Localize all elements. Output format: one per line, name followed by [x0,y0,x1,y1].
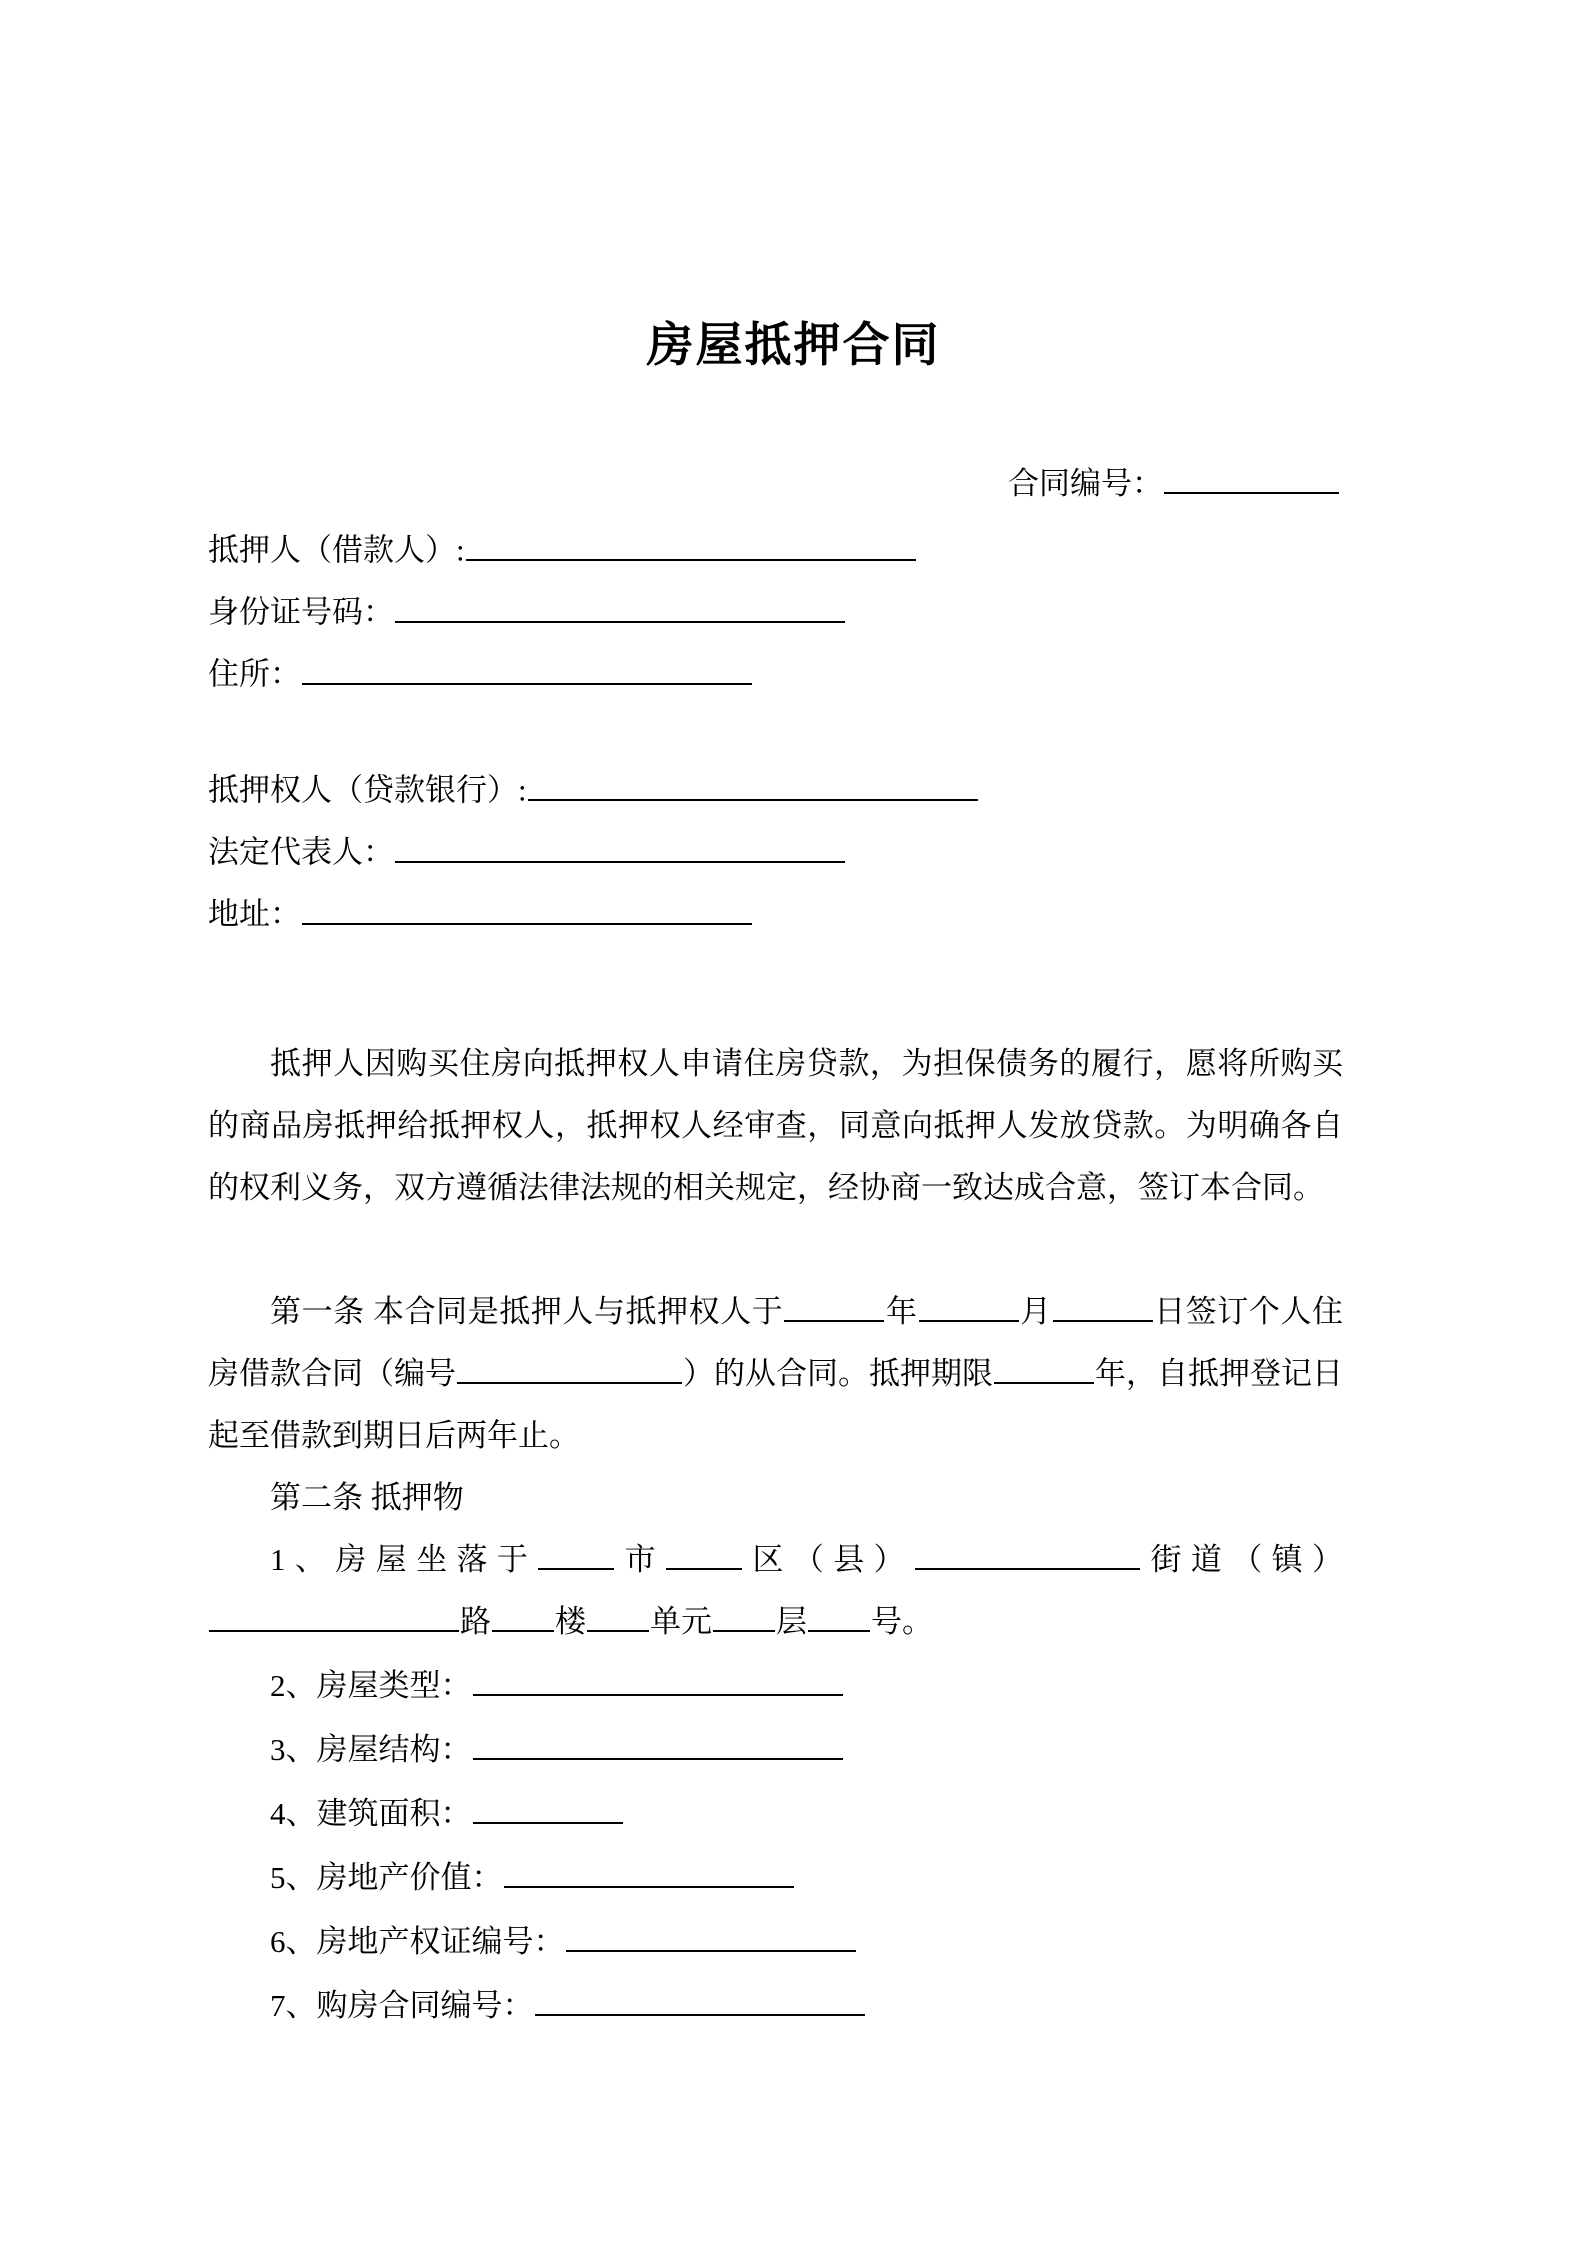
mortgagor-address-blank[interactable] [302,654,752,685]
mortgagee-legal-rep-label: 法定代表人： [208,834,394,870]
mortgagee-legal-rep-line [208,832,979,894]
house-structure-blank[interactable] [473,1729,843,1760]
collateral-item-list [270,1654,866,2038]
article-1-text-5: ）的从合同。抵押期限 [683,1356,993,1391]
page-title: 房屋抵押合同 [646,318,941,373]
item-2-number: 2、 [270,1668,317,1703]
item-7-label: 购房合同编号： [316,1988,534,2023]
property-city-blank[interactable] [538,1539,614,1570]
mortgagee-name-blank[interactable] [528,770,978,801]
item-3-label: 房屋结构： [316,1732,472,1767]
item-6-label: 房地产权证编号： [316,1924,565,1959]
item-7-number: 7、 [270,1988,317,2023]
mortgagee-legal-rep-blank[interactable] [395,832,845,863]
article-2-heading: 第二条 [270,1480,363,1515]
property-location-text-7: 单元 [650,1604,712,1639]
property-road-blank[interactable] [209,1601,459,1632]
property-certificate-no-blank[interactable] [566,1921,856,1952]
article-1-text-3: 月 [1019,1294,1052,1329]
property-location-text-4: 街道（镇） [1141,1542,1344,1577]
mortgagor-id-label: 身份证号码： [208,594,394,630]
mortgagee-party-block [208,770,979,956]
mortgagee-address-blank[interactable] [302,894,752,925]
list-item [270,1846,866,1910]
article-2-heading-line [208,1467,1343,1529]
mortgagee-address-label: 地址： [208,896,301,932]
mortgagor-id-blank[interactable] [395,592,845,623]
item-6-number: 6、 [270,1924,317,1959]
mortgagor-name-line [208,530,917,592]
article-1-day-blank[interactable] [1053,1291,1153,1322]
property-district-blank[interactable] [666,1539,742,1570]
property-value-blank[interactable] [504,1857,794,1888]
mortgagor-name-label: 抵押人（借款人）: [208,532,465,568]
property-location-text-9: 号。 [871,1604,933,1639]
contract-number-label: 合同编号： [1008,466,1163,501]
item-4-label: 建筑面积： [316,1796,472,1831]
property-location-text-5: 路 [460,1604,491,1639]
article-1-term-blank[interactable] [994,1353,1094,1384]
mortgagor-address-label: 住所： [208,656,301,692]
property-room-blank[interactable] [808,1601,870,1632]
property-unit-blank[interactable] [587,1601,649,1632]
mortgagee-name-line [208,770,979,832]
item-2-label: 房屋类型： [316,1668,472,1703]
property-location-text-8: 层 [776,1604,807,1639]
purchase-contract-no-blank[interactable] [535,1985,865,2016]
list-item [270,1654,866,1718]
mortgagor-address-line [208,654,917,716]
property-street-blank[interactable] [915,1539,1140,1570]
mortgagee-address-line [208,894,979,956]
article-1-month-blank[interactable] [919,1291,1019,1322]
property-location-text-1: 1、房屋坐落于 [270,1542,538,1577]
contract-number-line [0,462,1340,505]
mortgagor-party-block [208,530,917,716]
article-2-title: 抵押物 [370,1480,464,1515]
property-location-text-6: 楼 [555,1604,586,1639]
list-item [270,1974,866,2038]
list-item [270,1718,866,1782]
property-location-text-3: 区（县） [743,1542,915,1577]
article-1-loan-contract-no-blank[interactable] [457,1353,682,1384]
item-5-label: 房地产价值： [316,1860,503,1895]
item-3-number: 3、 [270,1732,317,1767]
property-location-text-2: 市 [615,1542,666,1577]
item-4-number: 4、 [270,1796,317,1831]
floor-area-blank[interactable] [473,1793,623,1824]
item-5-number: 5、 [270,1860,317,1895]
article-1-paragraph [208,1281,1343,1467]
list-item [270,1910,866,1974]
article-1-text-2: 年 [885,1294,918,1329]
article-1-text-1: 本合同是抵押人与抵押权人于 [373,1294,784,1329]
house-type-blank[interactable] [473,1665,843,1696]
mortgagor-id-line [208,592,917,654]
mortgagee-name-label: 抵押权人（贷款银行）: [208,772,527,808]
property-floor-blank[interactable] [713,1601,775,1632]
article-1-heading: 第一条 [270,1294,365,1329]
preamble-paragraph: 抵押人因购买住房向抵押权人申请住房贷款，为担保债务的履行，愿将所购买的商品房抵押给抵押权人，抵押权人经审查，同意向抵押人发放贷款。为明确各自的权利义务，双方遵循法律法规的相关规定，经协商一致达成合意，签订本合同。 [208,1046,1343,1205]
article-1-text-6: 年，自抵押登记日起至借款到期日后两年止。 [208,1356,1343,1453]
property-location-paragraph [208,1529,1343,1653]
property-building-blank[interactable] [492,1601,554,1632]
article-1-year-blank[interactable] [784,1291,884,1322]
list-item [270,1782,866,1846]
contract-number-blank[interactable] [1164,463,1339,494]
article-1-text-4: 日签订个人住房借款合同（编号 [208,1294,1344,1391]
mortgagor-name-blank[interactable] [466,530,916,561]
